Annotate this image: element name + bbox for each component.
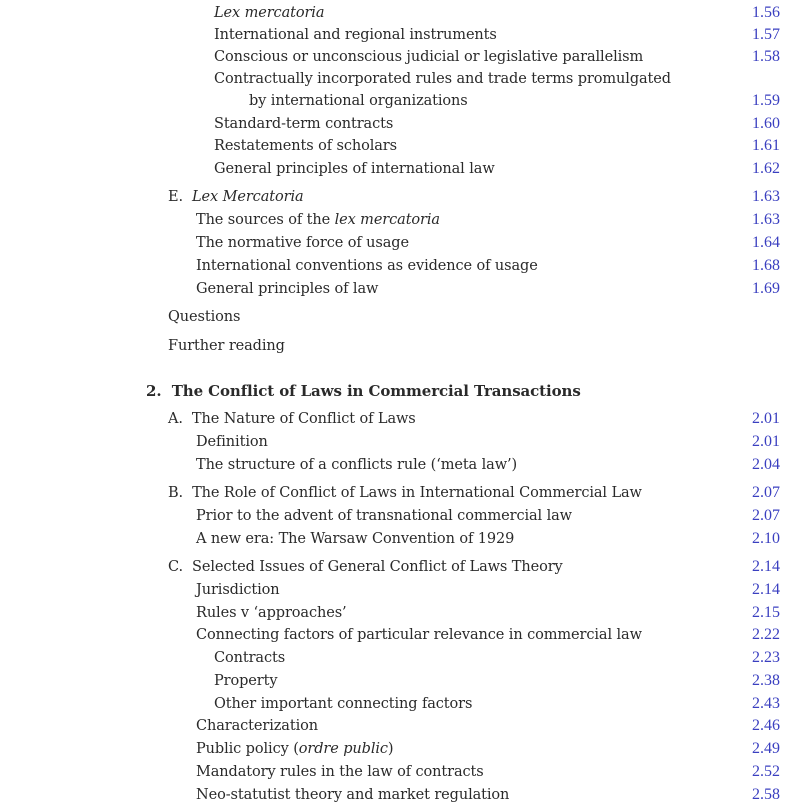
toc-entry-paragraph-number[interactable]: 2.14 [752, 558, 780, 575]
toc-entry-title: Jurisdiction [196, 582, 280, 598]
toc-entry-paragraph-number[interactable]: 1.61 [752, 137, 780, 154]
toc-entry-title: Other important connecting factors [214, 696, 473, 712]
toc-entry-title: International and regional instruments [214, 27, 497, 43]
toc-entry[interactable] [214, 46, 780, 68]
toc-entry-title: General principles of law [196, 281, 379, 297]
toc-entry-title: Contracts [214, 650, 286, 666]
toc-entry-paragraph-number[interactable]: 1.69 [752, 280, 780, 297]
toc-entry[interactable] [196, 602, 780, 624]
toc-entry-paragraph-number[interactable]: 1.63 [752, 211, 780, 228]
toc-entry-title: Questions [168, 309, 241, 325]
toc-entry-paragraph-number[interactable]: 2.07 [752, 484, 780, 501]
toc-entry-paragraph-number[interactable]: 2.04 [752, 456, 780, 473]
section-letter: A. [168, 411, 183, 427]
toc-entry-continuation[interactable] [249, 90, 780, 112]
toc-entry-title [168, 186, 304, 208]
toc-entry-title: by international organizations [249, 93, 468, 109]
toc-entry[interactable] [196, 528, 780, 550]
toc-entry[interactable] [196, 255, 780, 277]
section-title: Selected Issues of General Conflict of Laws Theory [192, 559, 563, 575]
toc-entry-title: Prior to the advent of transnational commercial law [196, 508, 572, 524]
toc-entry-paragraph-number[interactable]: 2.01 [752, 410, 780, 427]
toc-entry-title: Connecting factors of particular relevance in commercial law [196, 627, 642, 643]
toc-entry-paragraph-number[interactable]: 1.63 [752, 188, 780, 205]
toc-entry-title: Standard-term contracts [214, 116, 394, 132]
toc-entry[interactable] [214, 2, 780, 24]
toc-entry-paragraph-number[interactable]: 1.57 [752, 26, 780, 43]
toc-entry-title: Restatements of scholars [214, 138, 397, 154]
toc-entry-paragraph-number[interactable]: 2.22 [752, 626, 780, 643]
toc-entry[interactable] [196, 715, 780, 737]
toc-entry[interactable] [196, 209, 780, 231]
toc-entry-paragraph-number[interactable]: 2.14 [752, 581, 780, 598]
toc-entry-title: A new era: The Warsaw Convention of 1929 [196, 531, 515, 547]
toc-entry-title: International conventions as evidence of usage [196, 258, 538, 274]
toc-entry-paragraph-number[interactable]: 2.58 [752, 786, 780, 803]
toc-entry[interactable] [196, 454, 780, 476]
toc-entry[interactable] [196, 505, 780, 527]
toc-entry-title: Definition [196, 434, 268, 450]
toc-entry-paragraph-number[interactable]: 1.56 [752, 4, 780, 21]
toc-entry-paragraph-number[interactable]: 1.64 [752, 234, 780, 251]
toc-entry[interactable] [196, 624, 780, 646]
toc-section-entry[interactable] [168, 408, 780, 430]
toc-entry[interactable] [196, 278, 780, 300]
toc-questions-entry[interactable] [168, 306, 780, 328]
toc-entry-title: The normative force of usage [196, 235, 409, 251]
toc-entry-title: Public policy (ordre public) [196, 741, 394, 757]
section-title: The Nature of Conflict of Laws [191, 411, 416, 427]
toc-entry-paragraph-number[interactable]: 2.01 [752, 433, 780, 450]
toc-entry-title: Contractually incorporated rules and trade terms promulgated [214, 71, 671, 87]
toc-entry-title [168, 408, 416, 430]
toc-entry[interactable] [196, 761, 780, 783]
toc-entry-paragraph-number[interactable]: 1.58 [752, 48, 780, 65]
toc-entry-paragraph-number[interactable]: 2.46 [752, 717, 780, 734]
toc-chapter-entry[interactable] [146, 380, 780, 402]
chapter-number: 2. [146, 382, 162, 400]
section-letter: E. [168, 189, 183, 205]
toc-entry-title: The structure of a conflicts rule (‘meta law’) [196, 457, 518, 473]
toc-entry-paragraph-number[interactable]: 1.68 [752, 257, 780, 274]
toc-entry-paragraph-number[interactable]: 2.07 [752, 507, 780, 524]
toc-entry[interactable] [214, 647, 780, 669]
toc-entry-title: Neo-statutist theory and market regulation [196, 787, 510, 803]
toc-entry-title: The sources of the lex mercatoria [196, 212, 440, 228]
toc-entry[interactable] [214, 670, 780, 692]
toc-entry-paragraph-number[interactable]: 1.60 [752, 115, 780, 132]
toc-section-entry[interactable] [168, 556, 780, 578]
toc-entry[interactable] [196, 579, 780, 601]
toc-section-entry[interactable] [168, 482, 780, 504]
toc-entry-title: Characterization [196, 718, 318, 734]
toc-entry-paragraph-number[interactable]: 2.49 [752, 740, 780, 757]
section-title: The Role of Conflict of Laws in International Commercial Law [192, 485, 642, 501]
toc-entry-title: Property [214, 673, 278, 689]
toc-entry[interactable] [214, 158, 780, 180]
toc-entry-paragraph-number[interactable]: 2.10 [752, 530, 780, 547]
toc-entry-title: Rules v ‘approaches’ [196, 605, 347, 621]
toc-entry-paragraph-number[interactable]: 2.15 [752, 604, 780, 621]
toc-entry-paragraph-number[interactable]: 1.62 [752, 160, 780, 177]
toc-entry-title: Conscious or unconscious judicial or legislative parallelism [214, 49, 644, 65]
toc-entry-title: General principles of international law [214, 161, 495, 177]
toc-entry[interactable] [196, 232, 780, 254]
toc-entry-title [168, 482, 642, 504]
toc-entry-paragraph-number[interactable]: 2.23 [752, 649, 780, 666]
toc-section-entry[interactable] [168, 186, 780, 208]
toc-entry[interactable] [214, 24, 780, 46]
toc-entry[interactable] [214, 113, 780, 135]
toc-entry[interactable] [196, 431, 780, 453]
toc-entry[interactable] [214, 135, 780, 157]
toc-entry[interactable] [214, 693, 780, 715]
toc-entry[interactable] [214, 68, 780, 90]
toc-entry-title: Further reading [168, 338, 285, 354]
toc-entry-paragraph-number[interactable]: 2.38 [752, 672, 780, 689]
toc-entry-paragraph-number[interactable]: 1.59 [752, 92, 780, 109]
toc-further-reading-entry[interactable] [168, 335, 780, 357]
chapter-title: 2. The Conflict of Laws in Commercial Transactions [146, 382, 581, 400]
section-title: Lex Mercatoria [192, 189, 304, 205]
toc-entry-paragraph-number[interactable]: 2.43 [752, 695, 780, 712]
section-letter: B. [168, 485, 184, 501]
toc-entry-title: Lex mercatoria [214, 5, 325, 21]
toc-entry-paragraph-number[interactable]: 2.52 [752, 763, 780, 780]
section-letter: C. [168, 559, 183, 575]
toc-entry[interactable] [196, 738, 780, 760]
toc-entry[interactable] [196, 784, 780, 806]
toc-entry-title [168, 556, 563, 578]
toc-entry-title: Mandatory rules in the law of contracts [196, 764, 484, 780]
